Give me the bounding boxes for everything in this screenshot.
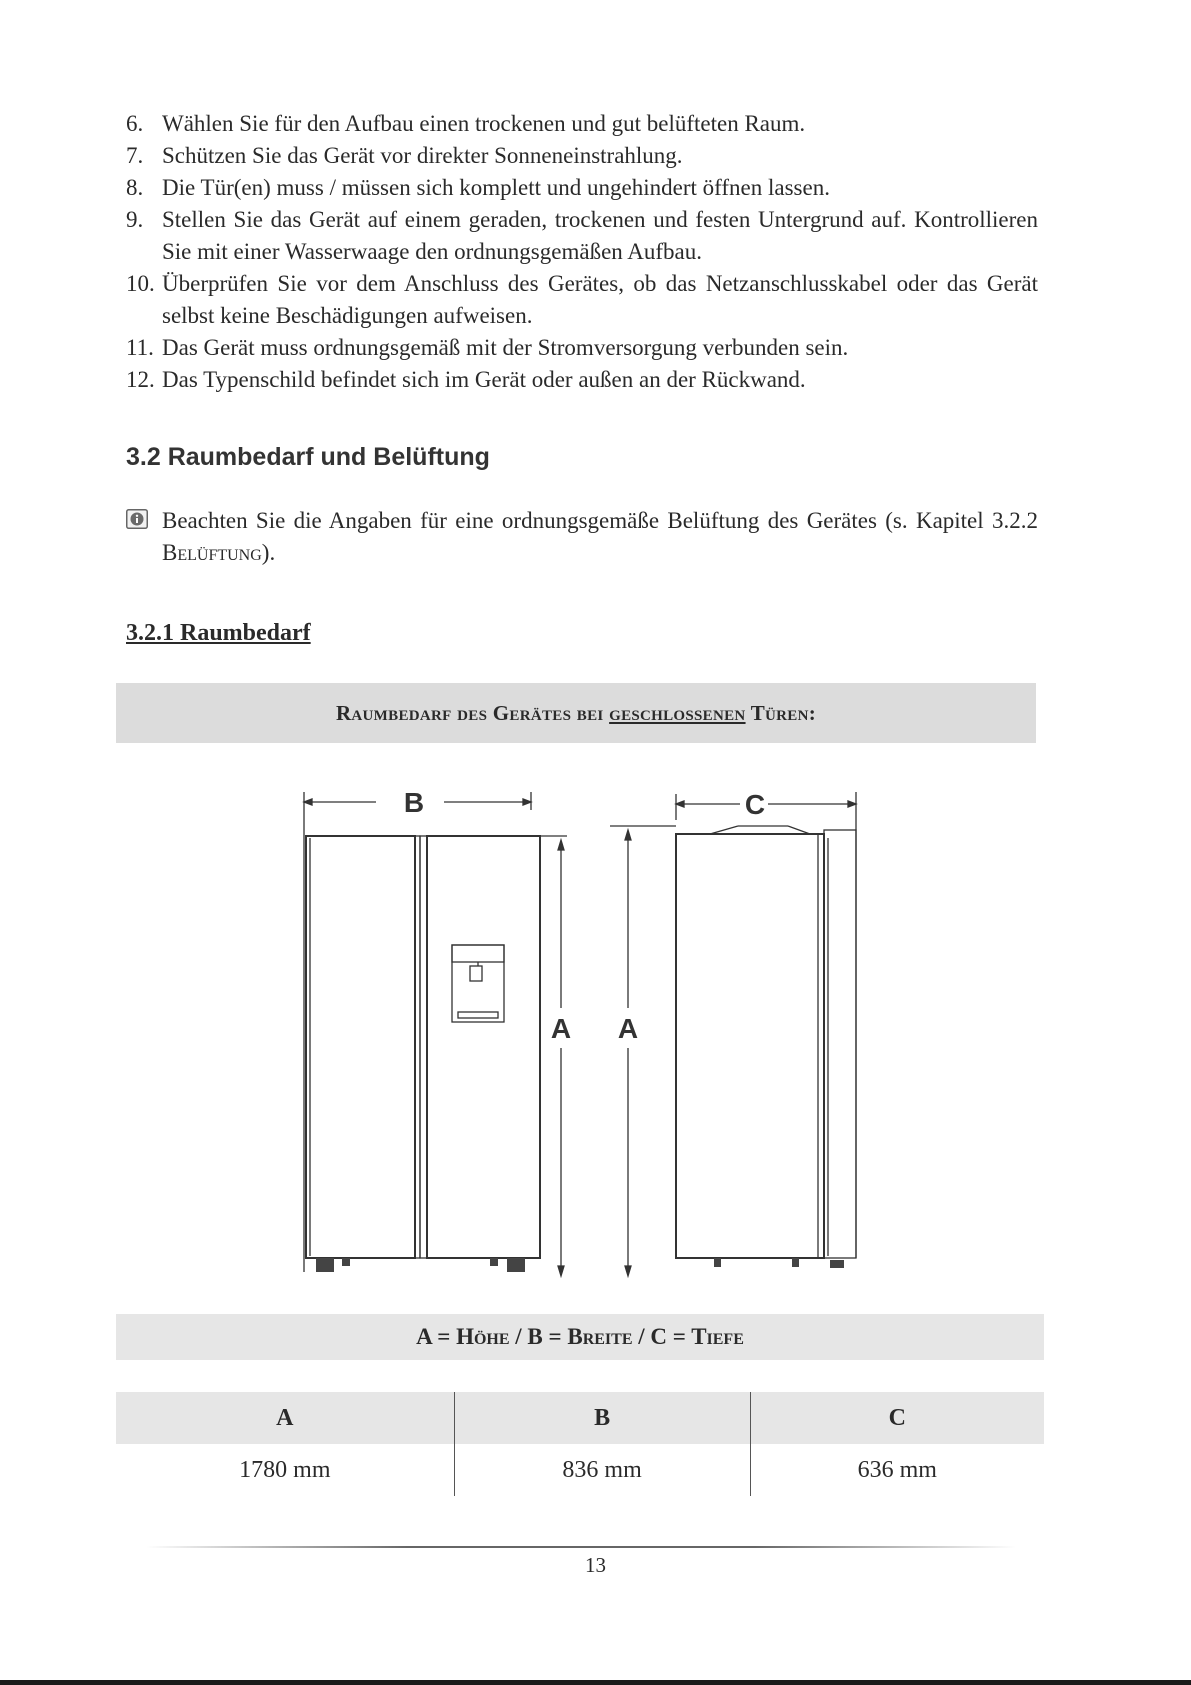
list-item	[126, 268, 1038, 332]
list-text: Das Gerät muss ordnungsgemäß mit der Stromversorgung verbunden sein.	[162, 335, 849, 360]
requirements-list	[126, 108, 1038, 396]
table-header-cell: C	[750, 1392, 1044, 1444]
list-item	[126, 140, 1038, 172]
list-item	[126, 204, 1038, 268]
note-text	[162, 505, 1038, 569]
list-item	[126, 172, 1038, 204]
table-header-cell: A	[116, 1392, 454, 1444]
side-feet	[714, 1258, 844, 1268]
side-view	[610, 792, 856, 1276]
list-text: Das Typenschild befindet sich im Gerät oder außen an der Rückwand.	[162, 367, 806, 392]
banner-text-2: Türen:	[745, 700, 817, 725]
list-number: 12.	[126, 367, 155, 392]
list-number: 9.	[126, 207, 144, 232]
table-cell: 836 mm	[454, 1444, 750, 1496]
fridge-dimension-diagram	[290, 780, 870, 1285]
list-item	[126, 364, 1038, 396]
note-text-before: Beachten Sie die Angaben für eine ordnungsgemäße Belüftung des Gerätes (s. Kapitel 3.2.2	[162, 508, 1038, 533]
subsection-title: 3.2.1 Raumbedarf	[126, 620, 311, 646]
list-text: Wählen Sie für den Aufbau einen trockenen und gut belüfteten Raum.	[162, 111, 806, 136]
page-number: 13	[585, 1553, 606, 1577]
info-note	[126, 505, 1038, 569]
list-number: 7.	[126, 143, 144, 168]
list-text: Überprüfen Sie vor dem Anschluss des Gerätes, ob das Netzanschlusskabel oder das Gerät selbst keine Beschädigungen aufweisen.	[162, 271, 1038, 328]
banner-underlined: geschlossenen	[609, 700, 746, 725]
note-reference: Belüftung	[162, 540, 262, 565]
list-number: 10.	[126, 271, 155, 296]
list-item	[126, 332, 1038, 364]
info-icon	[126, 509, 148, 529]
list-number: 6.	[126, 111, 144, 136]
table-cell: 636 mm	[750, 1444, 1044, 1496]
table-row	[116, 1444, 1044, 1496]
list-number: 8.	[126, 175, 144, 200]
front-view	[304, 792, 567, 1276]
list-text: Stellen Sie das Gerät auf einem geraden, trockenen und festen Untergrund auf. Kontrollieren Sie mit einer Wasserwaage den ordnungsgemäßen Aufbau.	[162, 207, 1038, 264]
table-header-cell: B	[454, 1392, 750, 1444]
table-header-row	[116, 1392, 1044, 1444]
banner-text-1: Raumbedarf des Gerätes bei	[335, 700, 610, 725]
front-feet	[316, 1258, 525, 1272]
note-text-after: ).	[261, 540, 276, 565]
list-text: Die Tür(en) muss / müssen sich komplett und ungehindert öffnen lassen.	[162, 175, 830, 200]
label-a-side: A	[617, 1013, 639, 1044]
table-cell: 1780 mm	[239, 1456, 331, 1483]
label-c: C	[744, 789, 766, 820]
footer-divider	[146, 1546, 1016, 1548]
list-text: Schützen Sie das Gerät vor direkter Sonneneinstrahlung.	[162, 143, 683, 168]
label-b: B	[403, 787, 425, 818]
scan-edge	[0, 1680, 1191, 1685]
dimension-table	[116, 1392, 1044, 1496]
dimension-legend: A = Höhe / B = Breite / C = Tiefe	[116, 1314, 1044, 1360]
space-requirement-banner	[116, 683, 1036, 743]
section-title: 3.2 Raumbedarf und Belüftung	[126, 443, 490, 471]
label-a-front: A	[550, 1013, 572, 1044]
list-number: 11.	[126, 335, 154, 360]
list-item	[126, 108, 1038, 140]
